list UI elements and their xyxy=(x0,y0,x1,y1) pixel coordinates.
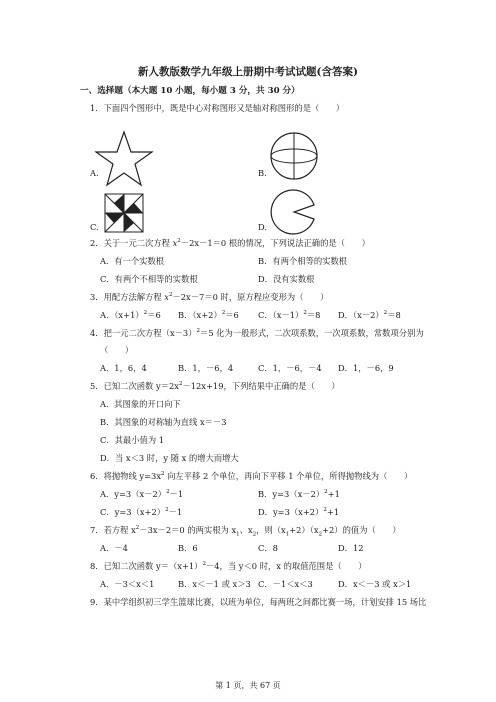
q3-exp: 2 xyxy=(168,292,173,298)
q1-option-a: A. xyxy=(90,168,99,178)
q3-option-b: B．$(x+2)^2=6$ xyxy=(178,310,239,320)
q8-option-a: A．－3＜x＜1 xyxy=(100,579,155,589)
q6-stem: 6．将抛物线 $y=3x^2$ 向左平移 2 个单位，再向下平移 1 个单位，所得抛物线为（ ） xyxy=(90,471,413,481)
q4-option-d: D．1，－6，9 xyxy=(338,363,394,373)
q2-option-b: B．有两个相等的实数根 xyxy=(258,256,348,266)
q3-option-c: C．$(x-1)^2=8$ xyxy=(258,310,321,320)
star-figure xyxy=(94,130,154,188)
q5-option-a: A．其图象的开口向下 xyxy=(100,399,181,409)
section-heading: 一、选择题（本大题 10 小题，每小题 3 分，共 30 分） xyxy=(80,86,300,96)
q1-option-c: C. xyxy=(90,222,99,232)
q5-stem: 5．已知二次函数 $y=2x^2-12x+19$，下列结果中正确的是（ ） xyxy=(90,381,340,391)
q8-option-c: C．－1＜x＜3 xyxy=(258,579,313,589)
q8-option-b: B．x＜－1 或 x＞3 xyxy=(178,579,251,589)
q2-exp: 2 xyxy=(177,238,181,244)
q5-option-d: D．当 x＜3 时，y 随 x 的增大而增大 xyxy=(100,453,239,463)
q8-stem: 8．已知二次函数 $y=(x+1)^2-4$，当 y＜0 时，x 的取值范围是（ ） xyxy=(90,561,367,571)
q7-option-a: A．－4 xyxy=(100,543,128,553)
q3-var: x xyxy=(164,292,169,302)
q7-option-c: C．8 xyxy=(258,543,278,553)
q2-option-c: C．有两个不相等的实数根 xyxy=(100,274,198,284)
q4-option-b: B．1，－6，4 xyxy=(178,363,234,373)
q6-option-d: D．$y=3(x+2)^2+1$ xyxy=(258,507,340,517)
q3-stem-text: 3．用配方法解方程 xyxy=(90,292,165,302)
pacman-figure xyxy=(268,188,322,236)
q7-option-b: B．6 xyxy=(178,543,198,553)
q4-option-a: A．1，6，4 xyxy=(100,363,147,373)
q2-option-a: A．有一个实数根 xyxy=(100,256,165,266)
sphere-figure xyxy=(268,130,320,182)
q2-stem-rest: －2x－1＝0 根的情况，下列说法正确的是（ ） xyxy=(180,238,370,248)
q2-option-d: D．没有实数根 xyxy=(258,274,315,284)
q3-stem-rest: －2x－7＝0 时，原方程应变形为（ ） xyxy=(172,292,329,302)
exam-title: 新人教版数学九年级上册期中考试试题(含答案) xyxy=(138,66,358,78)
q5-option-c: C．其最小值为 1 xyxy=(100,435,165,445)
q7-stem: 7．若方程 $x^2-3x-2=0$ 的两实根为 $x_1$、$x_2$，则$(x_1+2)(x_2+2)$的值为（ ） xyxy=(90,525,401,538)
pinwheel-figure xyxy=(104,193,144,233)
q3-option-a: A．$(x+1)^2=6$ xyxy=(100,310,161,320)
q1-stem: 1．下面四个图形中，既是中心对称图形又是轴对称图形的是（ ） xyxy=(90,103,345,113)
q1-option-b: B. xyxy=(258,168,267,178)
q6-option-b: B．$y=3(x-2)^2+1$ xyxy=(258,489,340,499)
q3-option-d: D．$(x-2)^2=8$ xyxy=(338,310,401,320)
q7-option-d: D．12 xyxy=(338,543,364,553)
q9-stem: 9．某中学组织初三学生篮球比赛，以班为单位，每两班之间都比赛一场，计划安排 15 场比 xyxy=(90,597,427,607)
q4-stem: 4．把一元二次方程$(x-3)^2=5$ 化为一般形式，二次项系数，一次项系数，常数项分别为 xyxy=(90,328,424,338)
q1-option-d: D. xyxy=(258,222,267,232)
q2-stem-text: 2．关于一元二次方程 xyxy=(90,238,173,248)
q6-option-c: C．$y=3(x+2)^2-1$ xyxy=(100,507,183,517)
q8-option-d: D．x＜－3 或 x＞1 xyxy=(338,579,412,589)
q2-stem xyxy=(90,238,370,249)
q6-option-a: A．$y=3(x-2)^2-1$ xyxy=(100,489,184,499)
q4-stem-line2: （ ） xyxy=(100,345,134,355)
page-footer: 第 1 页，共 67 页 xyxy=(215,681,281,690)
q2-var: x xyxy=(172,238,178,248)
q4-option-c: C．1，－6，－4 xyxy=(258,363,322,373)
q5-option-b: B．其图象的对称轴为直线 x＝－3 xyxy=(100,417,227,427)
q3-stem xyxy=(90,292,328,303)
